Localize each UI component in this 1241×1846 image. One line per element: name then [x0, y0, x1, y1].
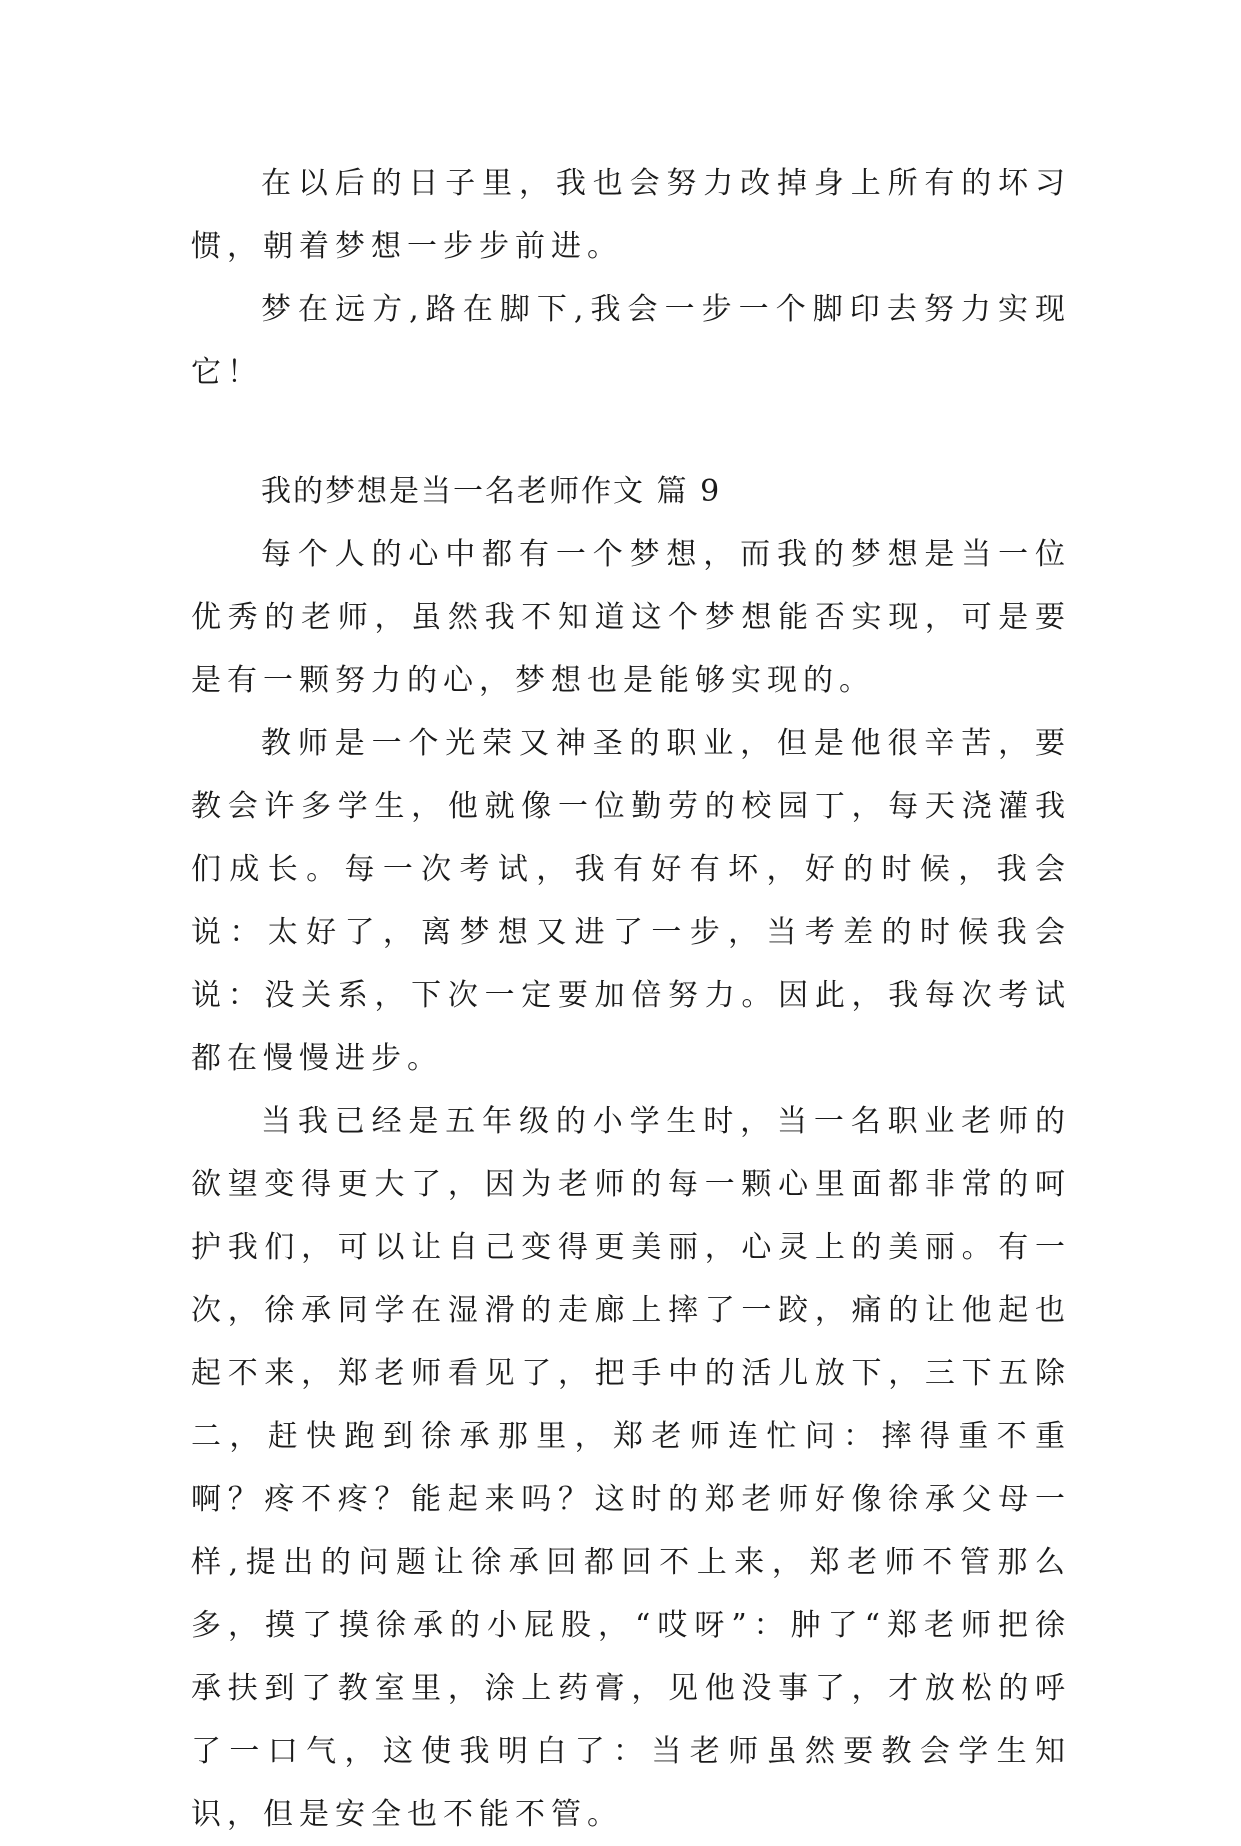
- section-spacer: [191, 404, 1071, 460]
- paragraph-fifth-grade-story: 当我已经是五年级的小学生时，当一名职业老师的欲望变得更大了，因为老师的每一颗心里面都非常的呵护我们，可以让自己变得更美丽，心灵上的美丽。有一次，徐承同学在湿滑的走廊上摔了一跤，痛的让他起也起不来，郑老师看见了，把手中的活儿放下，三下五除二，赶快跑到徐承那里，郑老师连忙问：摔得重不重啊？疼不疼？能起来吗？这时的郑老师好像徐承父母一样,提出的问题让徐承回都回不上来，郑老师不管那么多，摸了摸徐承的小屁股，“哎呀”：肿了“郑老师把徐承扶到了教室里，涂上药膏，见他没事了，才放松的呼了一口气，这使我明白了：当老师虽然要教会学生知识，但是安全也不能不管。: [191, 1104, 1071, 1832]
- paragraph-everyone-has-dream: 每个人的心中都有一个梦想，而我的梦想是当一位优秀的老师，虽然我不知道这个梦想能否实现，可是要是有一颗努力的心，梦想也是能够实现的。: [191, 537, 1071, 698]
- paragraph-bad-habits: 在以后的日子里，我也会努力改掉身上所有的坏习惯，朝着梦想一步步前进。: [191, 166, 1071, 264]
- document-body: [191, 152, 1071, 1846]
- paragraph-teacher-profession: 教师是一个光荣又神圣的职业，但是他很辛苦，要教会许多学生，他就像一位勤劳的校园丁，每天浇灌我们成长。每一次考试，我有好有坏，好的时候，我会说：太好了，离梦想又进了一步，当考差的时候我会说：没关系，下次一定要加倍努力。因此，我每次考试都在慢慢进步。: [191, 726, 1071, 1076]
- paragraph-dream-far-away: 梦在远方,路在脚下,我会一步一个脚印去努力实现它！: [191, 292, 1071, 390]
- section-title: 我的梦想是当一名老师作文 篇 9: [261, 474, 722, 509]
